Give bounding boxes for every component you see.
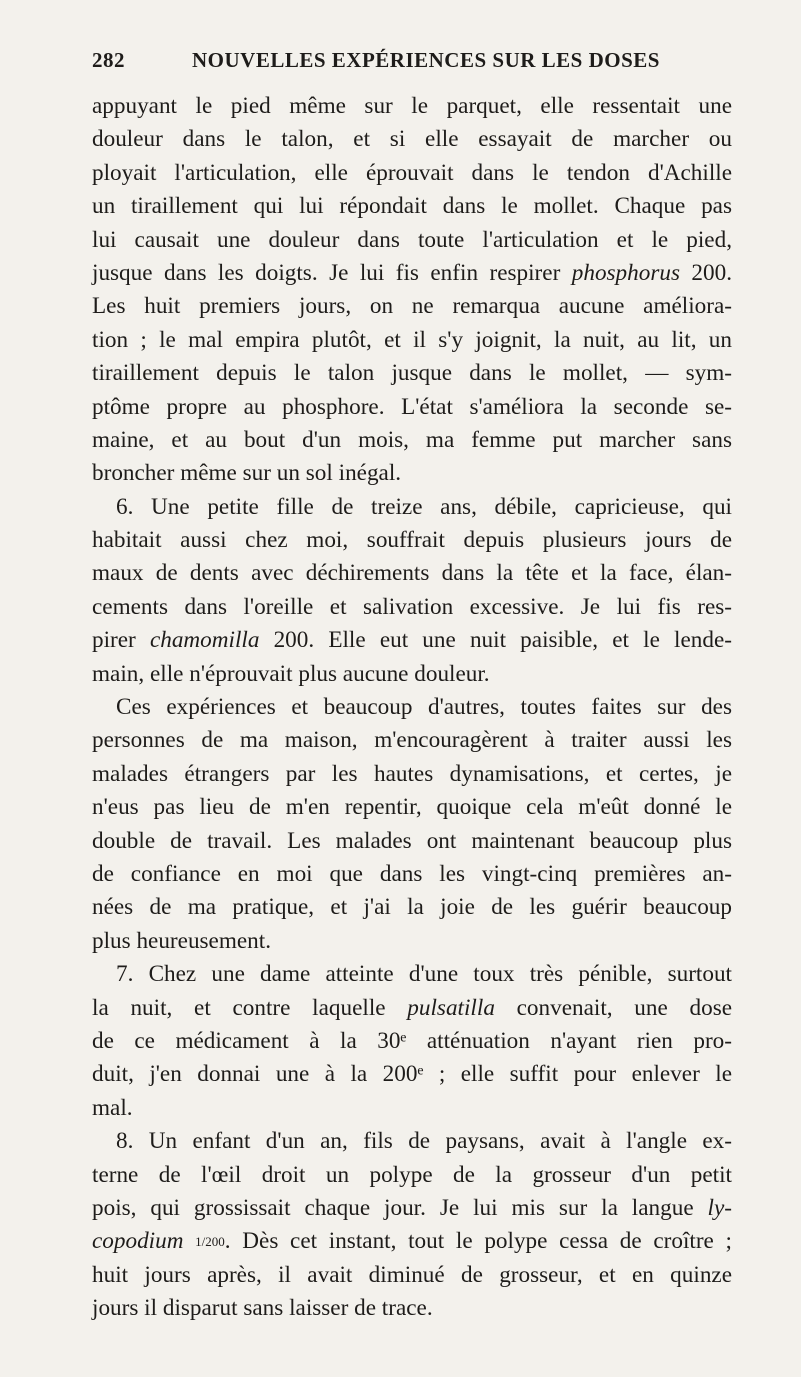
remedy-name: copodium	[92, 1228, 184, 1255]
text-run: pirer	[92, 627, 150, 654]
remedy-name: pulsatilla	[407, 994, 495, 1021]
text-line: nées de ma pratique, et j'ai la joie de les guérir beaucoup	[92, 894, 732, 921]
text-line: tion ; le mal empira plutôt, et il s'y joignit, la nuit, au lit, un	[92, 326, 732, 353]
text-line: plus heureusement.	[92, 927, 272, 954]
text-line: jours il disparut sans laisser de trace.	[92, 1295, 433, 1322]
remedy-name: chamomilla	[149, 627, 260, 654]
remedy-name: phosphorus	[571, 259, 680, 286]
remedy-name: ly-	[707, 1194, 732, 1221]
text-run: jusque dans les doigts. Je lui fis enfin respirer	[92, 259, 572, 286]
text-line: de confiance en moi que dans les vingt-cinq premières an-	[92, 860, 732, 887]
page-body-text	[92, 90, 732, 1325]
text-line: 8. Un enfant d'un an, fils de paysans, avait à l'angle ex-	[116, 1128, 732, 1155]
text-line: habitait aussi chez moi, souffrait depuis plusieurs jours de	[92, 527, 732, 554]
text-line: 7. Chez une dame atteinte d'une toux très pénible, surtout	[116, 961, 732, 988]
page-number: 282	[92, 48, 125, 72]
text-line: terne de l'œil droit un polype de la grosseur d'un petit	[92, 1161, 732, 1188]
text-line: broncher même sur un sol inégal.	[92, 460, 402, 487]
text-line: douleur dans le talon, et si elle essayait de marcher ou	[92, 126, 732, 153]
text-line: 6. Une petite fille de treize ans, débile, capricieuse, qui	[116, 493, 732, 520]
text-line: mal.	[92, 1094, 133, 1121]
running-header	[92, 48, 732, 84]
text-line	[92, 624, 732, 657]
text-line	[92, 1225, 732, 1258]
text-line: huit jours après, il avait diminué de grosseur, et en quinze	[92, 1261, 732, 1288]
text-run: . Dès cet instant, tout le polype cessa de croître ;	[224, 1228, 732, 1255]
text-run: la nuit, et contre laquelle	[92, 994, 386, 1021]
text-line: ptôme propre au phosphore. L'état s'améliora la seconde se-	[92, 393, 732, 420]
text-run: pois, qui grossissait chaque jour. Je lui mis sur la langue	[92, 1194, 694, 1221]
text-line: de ce médicament à la 30ᵉ atténuation n'ayant rien pro-	[92, 1027, 732, 1054]
text-line: cements dans l'oreille et salivation excessive. Je lui fis res-	[92, 593, 732, 620]
text-line: personnes de ma maison, m'encouragèrent à traiter aussi les	[92, 727, 732, 754]
dose-fraction: 1/200	[195, 1234, 225, 1250]
text-line: duit, j'en donnai une à la 200ᵉ ; elle suffit pour enlever le	[92, 1061, 732, 1088]
text-line: Les huit premiers jours, on ne remarqua aucune améliora-	[92, 293, 732, 320]
text-line: maux de dents avec déchirements dans la tête et la face, élan-	[92, 560, 732, 587]
text-run: convenait, une dose	[494, 994, 733, 1021]
text-line: maine, et au bout d'un mois, ma femme put marcher sans	[92, 426, 732, 453]
text-line: un tiraillement qui lui répondait dans le mollet. Chaque pas	[92, 193, 732, 220]
text-line: tiraillement depuis le talon jusque dans le mollet, — sym-	[92, 360, 732, 387]
text-line: Ces expériences et beaucoup d'autres, toutes faites sur des	[116, 694, 732, 721]
text-line: appuyant le pied même sur le parquet, elle ressentait une	[92, 93, 732, 119]
text-line: lui causait une douleur dans toute l'articulation et le pied,	[92, 226, 732, 253]
text-line: malades étrangers par les hautes dynamisations, et certes, je	[92, 760, 732, 787]
text-line: ployait l'articulation, elle éprouvait dans le tendon d'Achille	[92, 159, 732, 186]
running-title: NOUVELLES EXPÉRIENCES SUR LES DOSES	[192, 48, 660, 72]
text-line: double de travail. Les malades ont maintenant beaucoup plus	[92, 827, 732, 854]
text-run: 200. Elle eut une nuit paisible, et le lende-	[259, 627, 732, 654]
text-line	[92, 992, 732, 1025]
text-line	[92, 257, 732, 290]
text-line: n'eus pas lieu de m'en repentir, quoique cela m'eût donné le	[92, 794, 732, 821]
text-line: main, elle n'éprouvait plus aucune douleur.	[92, 660, 490, 687]
text-run: 200.	[679, 259, 733, 286]
text-line	[92, 1192, 732, 1225]
